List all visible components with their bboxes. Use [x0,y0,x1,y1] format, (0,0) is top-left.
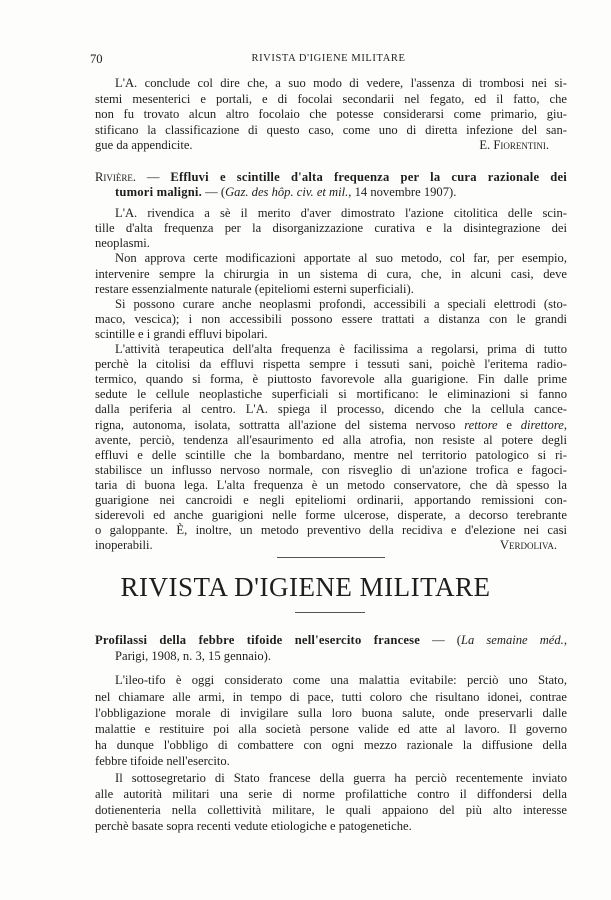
article-heading [95,170,567,200]
divider-rule [277,557,385,558]
text-span: e [497,417,521,432]
paragraph [95,297,567,342]
article-heading [95,632,567,664]
text-line: Non approva certe modificazioni apportate al suo metodo, col far, per esempio, [115,251,567,266]
last-line: inoperabili. [95,538,153,553]
heading-line [95,185,567,200]
title-underline [295,612,365,613]
text-line: intervenire sempre la chirurgia in un sistema di cura, che, in alcuni casi, deve [95,266,567,281]
text-span: Rivière. [95,170,137,184]
text-line: scintille e i grandi effluvi bipolari. [95,326,268,341]
italic-text: La semaine méd. [461,633,564,647]
text-line: stificano la classificazione di questo caso, come uno di diretta infezione del san- [95,122,567,137]
text-line [95,538,567,553]
text-span: Parigi, 1908, n. 3, 15 gennaio). [115,649,272,664]
bold-text: tumori maligni. [115,185,202,200]
text-line [95,418,567,433]
bold-text: Profilassi della febbre tifoide nell'esercito francese [95,633,421,647]
text-line: siderevoli ed anche guarigioni nelle forme ulcerose, disperate, a decorso terebrante [95,508,567,523]
heading-line [95,632,567,648]
text-line: o galoppante. È, inoltre, un metodo preventivo della recidiva e d'elezione nei casi [95,523,567,538]
heading-line [95,648,567,664]
text-line: termico, quando si forma, è piuttosto favorevole alla guarigione. Fin dalle prime [95,372,567,387]
text-line: ha dunque l'obbligo di combattere con ogni mezzo razionale la diffusione della [95,738,567,753]
text-span: rigna, autonoma, isolata, sottratta all'azione del sistema nervoso [95,417,465,432]
last-line: gue da appendicite. [95,138,193,153]
text-line: dotienenteria nella collettività militare, le quali appaiono del più alto interesse [95,802,567,817]
bold-text: Effluvi e scintille d'alta frequenza per la cura razionale dei [170,170,567,184]
text-line: L'A. conclude col dire che, a suo modo di vedere, l'assenza di trombosi nei si- [115,76,567,90]
text-line: L'ileo-tifo è oggi considerato come una malattia evitabile: perciò uno Stato, [115,673,567,688]
text-line: neoplasmi. [95,236,150,251]
text-line: tille d'alta frequenza per la disorganizzazione curativa e la disintegrazione dei [95,221,567,236]
text-line: avente, perciò, tendenza all'esaurimento ed alla atrofia, non resiste al potere degli [95,432,567,447]
text-line: sedute le cellule neoplastiche superficiali si mortificano: le eliminazioni si fanno [95,387,567,402]
text-line: non fu trovato alcun altro focolaio che potesse considerarsi come primario, giu- [95,107,567,122]
text-line: nel chiamare alle armi, in tempo di pace, tutti coloro che risultano idonei, contrae [95,689,567,704]
text-line: stabilisce un influsso nervoso normale, con risveglio di un'azione trofica e fagoci- [95,462,567,477]
text-line: stemi mesenterici e portali, e di focolai secondarii nel fegato, ed il fatto, che [95,91,567,106]
heading-line [95,170,567,185]
text-line: guarigione nei cancroidi e negli epiteliomi ordinarii, apportando remissioni con- [95,492,567,507]
text-line: effluvi e delle scintille che la bombardano, mentre nel territorio patologico si ri- [95,447,567,462]
article-riviere [95,170,567,553]
italic-text: Gaz. des hôp. civ. et mil. [225,185,349,200]
text-span: , [563,633,567,647]
paragraph [95,206,567,251]
text-span: , [563,417,567,432]
text-line: restare essenzialmente naturale (epiteliomi esterni superficiali). [95,281,414,296]
text-line [95,138,567,154]
italic-text: direttore [520,417,564,432]
text-line: Il sottosegretario di Stato francese della guerra ha perciò recentemente inviato [115,770,567,785]
text-line: febbre tifoide nell'esercito. [95,754,230,769]
text-line: l'obbligazione morale di invigilare sulla loro buona salute, onde preservarli dalle [95,705,567,720]
text-line: alle autorità militari una serie di norme profilattiche contro il diffondersi della [95,786,567,801]
text-line: Si possono curare anche neoplasmi profondi, accessibili a speciali elettrodi (sto- [115,296,567,311]
running-header [90,52,567,68]
text-span: — ( [420,633,461,647]
text-line: malattie e restituire poi alla società persone valide ed atte al lavoro. Il governo [95,721,567,736]
author-signature: Verdoliva. [499,538,557,553]
running-title: RIVISTA D'IGIENE MILITARE [251,53,406,64]
paragraph [95,342,567,538]
text-line: L'A. rivendica a sè il merito d'aver dimostrato l'azione citolitica delle scin- [115,206,567,221]
author-signature: E. Fiorentini. [479,138,549,153]
text-line: perchè la citolisi da effluvi rispetta sempre i tessuti sani, poichè l'eritema radio- [95,357,567,372]
paragraph [95,770,567,835]
paragraph [95,672,567,769]
text-span: — [136,170,171,184]
italic-text: rettore [464,417,498,432]
section-1-paragraph [95,76,567,154]
text-line: L'attività terapeutica dell'alta frequenza è facilissima a regolarsi, prima di tutto [115,342,567,357]
page-number: 70 [90,52,103,66]
paragraph [95,251,567,296]
text-span: — ( [201,185,226,200]
text-line: maco, vescica); i non accessibili possono essere trattati a distanza con le grandi [95,311,567,326]
text-line: perchè basate sopra recenti vedute etiologiche e patogenetiche. [95,819,412,834]
text-span: , 14 novembre 1907). [348,185,457,200]
text-line: taria di buona lega. L'alta frequenza è un metodo conservatore, che dà spesso la [95,477,567,492]
article-profilassi [95,632,567,834]
section-title: RIVISTA D'IGIENE MILITARE [120,572,491,602]
text-line: dalla periferia al centro. L'A. spiega il processo, dicendo che la cellula cance- [95,402,567,417]
